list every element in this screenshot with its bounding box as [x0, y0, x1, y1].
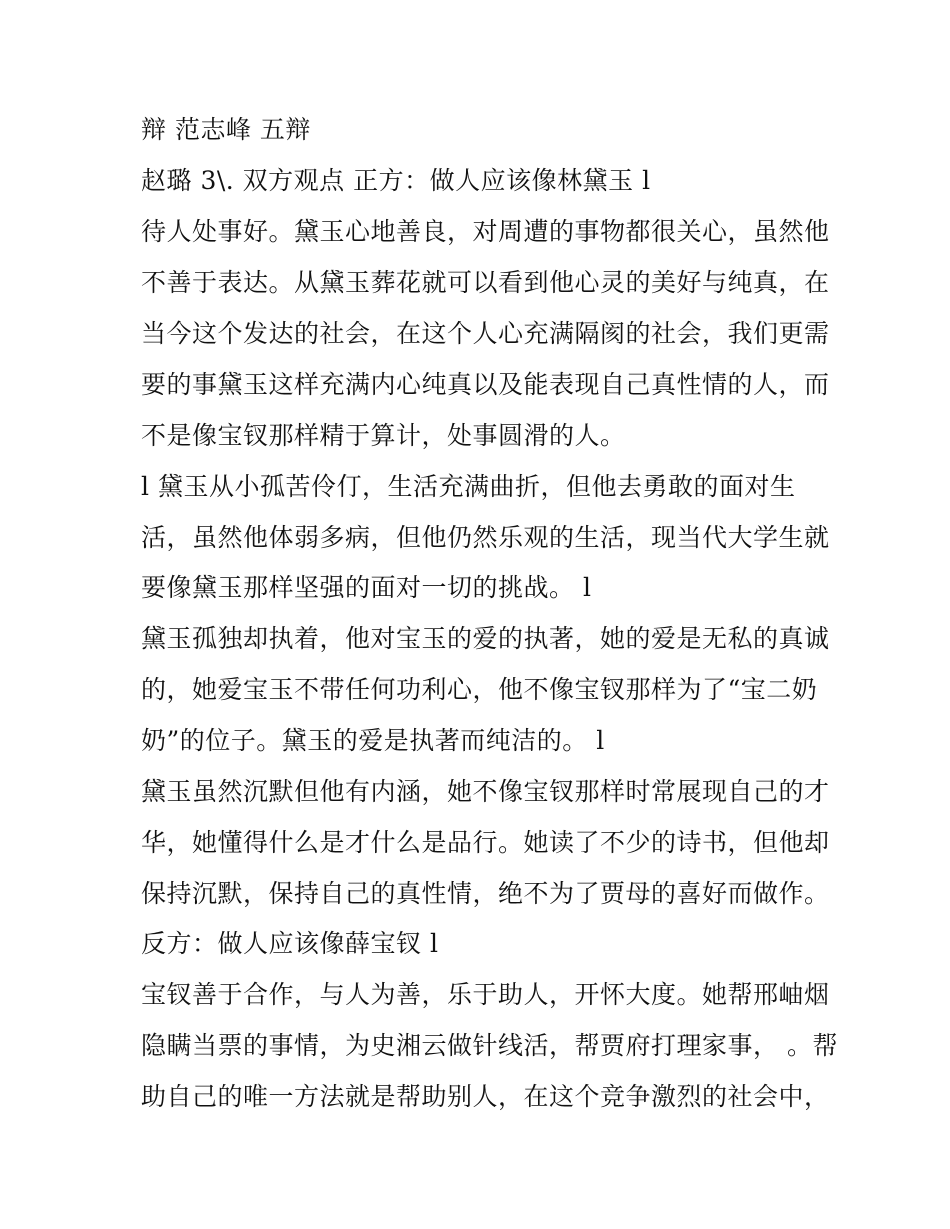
- text-line: 黛玉孤独却执着，他对宝玉的爱的执著，她的爱是无私的真诚: [141, 624, 830, 653]
- text-line: 反方：做人应该像薛宝钗 l: [141, 929, 439, 958]
- text-line: 保持沉默，保持自己的真性情，绝不为了贾母的喜好而做作。: [141, 879, 830, 908]
- text-line: 不是像宝钗那样精于算计，处事圆滑的人。: [141, 421, 626, 450]
- text-line: 宝钗善于合作，与人为善，乐于助人，开怀大度。她帮邢岫烟: [141, 980, 830, 1009]
- text-line: 待人处事好。黛玉心地善良，对周遭的事物都很关心，虽然他: [141, 217, 830, 246]
- text-line: 赵璐 3\. 双方观点 正方：做人应该像林黛玉 l: [141, 166, 651, 195]
- text-line: 要的事黛玉这样充满内心纯真以及能表现自己真性情的人，而: [141, 370, 830, 399]
- text-line: 的，她爱宝玉不带任何功利心，他不像宝钗那样为了“宝二奶: [141, 675, 818, 704]
- text-line: l 黛玉从小孤苦伶仃，生活充满曲折，但他去勇敢的面对生: [141, 472, 796, 501]
- text-line: 不善于表达。从黛玉葬花就可以看到他心灵的美好与纯真，在: [141, 268, 830, 297]
- text-line: 助自己的唯一方法就是帮助别人，在这个竞争激烈的社会中，: [141, 1082, 830, 1111]
- text-line: 要像黛玉那样坚强的面对一切的挑战。 l: [141, 573, 592, 602]
- text-line: 辩 范志峰 五辩: [141, 115, 311, 144]
- text-line: 当今这个发达的社会，在这个人心充满隔阂的社会，我们更需: [141, 319, 830, 348]
- text-line: 活，虽然他体弱多病，但他仍然乐观的生活，现当代大学生就: [141, 523, 830, 552]
- text-line: 奶”的位子。黛玉的爱是执著而纯洁的。 l: [141, 726, 605, 755]
- text-line: 华，她懂得什么是才什么是品行。她读了不少的诗书，但他却: [141, 828, 830, 857]
- text-line: 黛玉虽然沉默但他有内涵，她不像宝钗那样时常展现自己的才: [141, 777, 830, 806]
- text-line: 隐瞒当票的事情，为史湘云做针线活，帮贾府打理家事， 。帮: [141, 1031, 838, 1060]
